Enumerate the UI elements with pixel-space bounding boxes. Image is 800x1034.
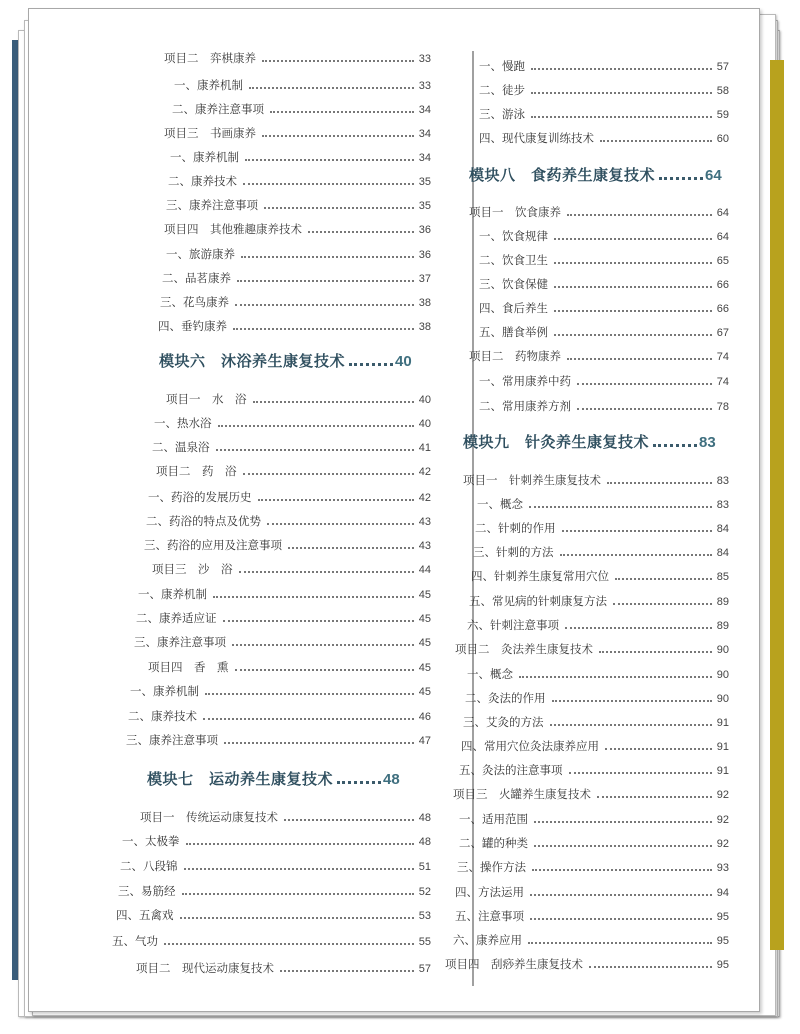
- toc-item-title: 六、针刺注意事项: [467, 618, 559, 632]
- toc-page-number: 60: [716, 133, 729, 145]
- toc-page-number: 45: [418, 686, 431, 698]
- toc-item-line: [118, 884, 431, 899]
- toc-dot-leader: [249, 87, 414, 89]
- toc-item-title: 一、常用康养中药: [479, 374, 571, 388]
- toc-dot-leader: [218, 425, 414, 427]
- toc-page-number: 85: [716, 571, 729, 583]
- toc-dot-leader: [232, 644, 414, 646]
- toc-item-line: [479, 399, 729, 414]
- toc-page-number: 64: [716, 231, 729, 243]
- toc-item-title: 一、旅游康养: [166, 247, 235, 261]
- toc-dot-leader: [182, 893, 414, 895]
- toc-dot-leader: [552, 700, 712, 702]
- toc-item-title: 一、饮食规律: [479, 229, 548, 243]
- toc-module-line: [147, 769, 431, 790]
- toc-page-number: 84: [716, 547, 729, 559]
- toc-page-number: 45: [418, 637, 431, 649]
- toc-dot-leader: [239, 571, 414, 573]
- toc-item-title: 四、食后养生: [479, 301, 548, 315]
- toc-item-line: [465, 691, 729, 706]
- toc-dot-leader: [233, 328, 414, 330]
- toc-item-line: [138, 587, 431, 602]
- toc-project-title: 项目一 饮食康养: [469, 205, 561, 219]
- toc-item-title: 四、针刺养生康复常用穴位: [471, 569, 609, 583]
- toc-item-title: 四、常用穴位灸法康养应用: [461, 739, 599, 753]
- toc-item-line: [136, 611, 431, 626]
- toc-item-title: 一、概念: [467, 667, 513, 681]
- toc-dot-leader: [560, 554, 712, 556]
- toc-item-title: 二、康养适应证: [136, 611, 217, 625]
- toc-page-number: 92: [716, 838, 729, 850]
- toc-item-line: [134, 635, 431, 650]
- toc-dot-leader: [653, 444, 697, 447]
- toc-item-title: 一、慢跑: [479, 59, 525, 73]
- toc-dot-leader: [567, 358, 712, 360]
- toc-page-number: 48: [383, 771, 400, 788]
- toc-dot-leader: [186, 843, 414, 845]
- toc-item-title: 二、康养技术: [128, 709, 197, 723]
- toc-item-line: [479, 277, 729, 292]
- page-stack-edge-right: [770, 60, 784, 950]
- toc-page-number: 40: [418, 394, 431, 406]
- toc-item-line: [453, 933, 729, 948]
- toc-project-line: [148, 660, 431, 675]
- toc-page-number: 90: [716, 644, 729, 656]
- toc-page-number: 36: [418, 224, 431, 236]
- toc-page-number: 38: [418, 297, 431, 309]
- toc-project-title: 项目二 弈棋康养: [164, 51, 256, 65]
- toc-page-number: 57: [418, 963, 431, 975]
- toc-dot-leader: [235, 669, 414, 671]
- toc-page-number: 94: [716, 887, 729, 899]
- toc-page-number: 66: [716, 279, 729, 291]
- toc-dot-leader: [253, 401, 414, 403]
- toc-item-line: [160, 295, 431, 310]
- toc-dot-leader: [554, 238, 712, 240]
- toc-module-line: [159, 351, 431, 372]
- toc-item-line: [172, 102, 431, 117]
- toc-dot-leader: [607, 482, 712, 484]
- toc-item-line: [158, 319, 431, 334]
- toc-item-title: 二、康养注意事项: [172, 102, 264, 116]
- toc-page-number: 45: [418, 662, 431, 674]
- toc-item-line: [479, 301, 729, 316]
- toc-item-title: 五、灸法的注意事项: [459, 763, 563, 777]
- toc-page-number: 41: [418, 442, 431, 454]
- toc-page-number: 42: [418, 466, 431, 478]
- toc-module-title: 模块七 运动养生康复技术: [147, 770, 334, 788]
- toc-dot-leader: [577, 383, 712, 385]
- toc-dot-leader: [562, 530, 712, 532]
- toc-page-number: 92: [716, 814, 729, 826]
- toc-item-line: [166, 247, 431, 262]
- toc-item-title: 三、康养注意事项: [134, 635, 226, 649]
- toc-page-number: 45: [418, 613, 431, 625]
- toc-page-number: 64: [716, 207, 729, 219]
- toc-item-title: 四、垂钓康养: [158, 319, 227, 333]
- toc-item-line: [479, 253, 729, 268]
- toc-page-number: 52: [418, 886, 431, 898]
- toc-module-line: [469, 165, 729, 186]
- toc-page-number: 48: [418, 812, 431, 824]
- toc-item-title: 三、康养注意事项: [166, 198, 258, 212]
- toc-module-title: 模块九 针灸养生康复技术: [463, 433, 650, 451]
- toc-item-title: 一、药浴的发展历史: [148, 490, 252, 504]
- toc-item-title: 三、针刺的方法: [473, 545, 554, 559]
- toc-page-number: 34: [418, 152, 431, 164]
- toc-dot-leader: [203, 718, 414, 720]
- toc-dot-leader: [241, 256, 414, 258]
- toc-item-title: 二、灸法的作用: [465, 691, 546, 705]
- toc-item-line: [479, 83, 729, 98]
- toc-item-title: 二、饮食卫生: [479, 253, 548, 267]
- toc-project-line: [152, 562, 431, 577]
- toc-dot-leader: [349, 363, 393, 366]
- toc-project-title: 项目三 书画康养: [164, 126, 256, 140]
- toc-dot-leader: [554, 310, 712, 312]
- toc-project-line: [469, 205, 729, 220]
- toc-page-number: 83: [716, 499, 729, 511]
- toc-item-title: 六、康养应用: [453, 933, 522, 947]
- toc-item-line: [479, 107, 729, 122]
- toc-item-title: 四、现代康复训练技术: [479, 131, 594, 145]
- toc-dot-leader: [245, 159, 414, 161]
- toc-item-line: [479, 374, 729, 389]
- toc-page-number: 74: [716, 376, 729, 388]
- toc-item-line: [126, 733, 431, 748]
- toc-page-number: 33: [418, 53, 431, 65]
- toc-item-line: [471, 569, 729, 584]
- toc-page-number: 92: [716, 789, 729, 801]
- toc-item-line: [455, 909, 729, 924]
- toc-page-number: 33: [418, 80, 431, 92]
- toc-module-line: [463, 432, 729, 453]
- toc-item-title: 二、罐的种类: [459, 836, 528, 850]
- toc-page-number: 57: [716, 61, 729, 73]
- toc-dot-leader: [264, 207, 414, 209]
- toc-item-title: 二、康养技术: [168, 174, 237, 188]
- toc-dot-leader: [599, 651, 712, 653]
- toc-page-number: 64: [705, 167, 722, 184]
- toc-item-line: [459, 812, 729, 827]
- toc-dot-leader: [532, 869, 712, 871]
- toc-dot-leader: [550, 724, 712, 726]
- toc-project-line: [140, 810, 431, 825]
- toc-item-title: 一、适用范围: [459, 812, 528, 826]
- toc-item-line: [116, 908, 431, 923]
- toc-project-line: [164, 126, 431, 141]
- toc-dot-leader: [308, 231, 414, 233]
- toc-dot-leader: [530, 918, 712, 920]
- toc-item-line: [120, 859, 431, 874]
- toc-page-number: 66: [716, 303, 729, 315]
- toc-dot-leader: [554, 286, 712, 288]
- toc-page-number: 84: [716, 523, 729, 535]
- toc-project-line: [463, 473, 729, 488]
- toc-page-number: 40: [418, 418, 431, 430]
- toc-page-number: 90: [716, 693, 729, 705]
- toc-page-number: 35: [418, 176, 431, 188]
- toc-dot-leader: [613, 603, 712, 605]
- toc-item-title: 四、五禽戏: [116, 908, 174, 922]
- toc-item-title: 二、品茗康养: [162, 271, 231, 285]
- toc-item-title: 二、针刺的作用: [475, 521, 556, 535]
- toc-dot-leader: [554, 334, 712, 336]
- toc-dot-leader: [565, 627, 712, 629]
- toc-project-title: 项目二 药 浴: [156, 464, 237, 478]
- toc-page-number: 90: [716, 669, 729, 681]
- toc-page-number: 45: [418, 589, 431, 601]
- toc-dot-leader: [567, 214, 712, 216]
- toc-item-line: [457, 860, 729, 875]
- toc-page-number: 59: [716, 109, 729, 121]
- toc-dot-leader: [519, 676, 712, 678]
- toc-item-title: 一、康养机制: [174, 78, 243, 92]
- toc-page-number: 34: [418, 128, 431, 140]
- toc-page-number: 35: [418, 200, 431, 212]
- toc-project-line: [445, 957, 729, 972]
- toc-project-title: 项目一 水 浴: [166, 392, 247, 406]
- toc-dot-leader: [659, 177, 703, 180]
- toc-item-line: [479, 59, 729, 74]
- toc-item-line: [162, 271, 431, 286]
- toc-project-title: 项目一 传统运动康复技术: [140, 810, 278, 824]
- toc-item-title: 三、易筋经: [118, 884, 176, 898]
- toc-project-title: 项目二 现代运动康复技术: [136, 961, 274, 975]
- toc-page-number: 93: [716, 862, 729, 874]
- toc-project-line: [164, 51, 431, 66]
- toc-item-line: [130, 684, 431, 699]
- toc-dot-leader: [164, 943, 414, 945]
- toc-page-number: 65: [716, 255, 729, 267]
- toc-project-title: 项目一 针刺养生康复技术: [463, 473, 601, 487]
- toc-page-number: 89: [716, 620, 729, 632]
- toc-dot-leader: [288, 547, 414, 549]
- toc-page-number: 37: [418, 273, 431, 285]
- toc-project-line: [166, 392, 431, 407]
- toc-project-title: 项目三 火罐养生康复技术: [453, 787, 591, 801]
- toc-item-line: [479, 131, 729, 146]
- toc-dot-leader: [243, 473, 414, 475]
- toc-item-line: [461, 739, 729, 754]
- toc-item-title: 三、康养注意事项: [126, 733, 218, 747]
- toc-item-title: 三、花鸟康养: [160, 295, 229, 309]
- toc-item-title: 三、艾灸的方法: [463, 715, 544, 729]
- toc-item-title: 一、康养机制: [130, 684, 199, 698]
- toc-item-title: 二、八段锦: [120, 859, 178, 873]
- toc-item-title: 一、热水浴: [154, 416, 212, 430]
- toc-page-number: 91: [716, 741, 729, 753]
- toc-item-title: 五、膳食举例: [479, 325, 548, 339]
- toc-item-line: [477, 497, 729, 512]
- toc-dot-leader: [262, 135, 414, 137]
- toc-dot-leader: [554, 262, 712, 264]
- toc-dot-leader: [605, 748, 712, 750]
- toc-dot-leader: [534, 845, 712, 847]
- toc-dot-leader: [258, 499, 414, 501]
- toc-page-number: 89: [716, 596, 729, 608]
- toc-project-title: 项目四 其他雅趣康养技术: [164, 222, 302, 236]
- toc-dot-leader: [284, 819, 414, 821]
- toc-page-number: 78: [716, 401, 729, 413]
- toc-page-number: 43: [418, 540, 431, 552]
- toc-item-title: 一、康养机制: [138, 587, 207, 601]
- toc-page-number: 38: [418, 321, 431, 333]
- toc-item-line: [152, 440, 431, 455]
- toc-item-line: [148, 490, 431, 505]
- toc-item-title: 三、游泳: [479, 107, 525, 121]
- toc-item-title: 三、饮食保健: [479, 277, 548, 291]
- toc-dot-leader: [184, 868, 414, 870]
- toc-item-line: [479, 229, 729, 244]
- toc-page-number: 48: [418, 836, 431, 848]
- toc-dot-leader: [224, 742, 414, 744]
- toc-item-title: 五、气功: [112, 934, 158, 948]
- toc-item-line: [455, 885, 729, 900]
- toc-item-line: [170, 150, 431, 165]
- toc-dot-leader: [569, 772, 712, 774]
- toc-item-title: 二、常用康养方剂: [479, 399, 571, 413]
- toc-project-line: [164, 222, 431, 237]
- toc-page-number: 55: [418, 936, 431, 948]
- toc-dot-leader: [270, 111, 414, 113]
- toc-page-number: 74: [716, 351, 729, 363]
- toc-item-line: [473, 545, 729, 560]
- toc-item-title: 二、温泉浴: [152, 440, 210, 454]
- toc-page-number: 44: [418, 564, 431, 576]
- toc-item-title: 三、操作方法: [457, 860, 526, 874]
- toc-item-line: [146, 514, 431, 529]
- toc-item-line: [459, 763, 729, 778]
- toc-dot-leader: [243, 183, 414, 185]
- toc-item-line: [467, 618, 729, 633]
- toc-page-number: 36: [418, 249, 431, 261]
- toc-module-title: 模块六 沐浴养生康复技术: [159, 352, 346, 370]
- toc-item-line: [154, 416, 431, 431]
- toc-item-title: 三、药浴的应用及注意事项: [144, 538, 282, 552]
- toc-project-title: 项目二 药物康养: [469, 349, 561, 363]
- toc-dot-leader: [205, 693, 414, 695]
- toc-item-title: 四、方法运用: [455, 885, 524, 899]
- toc-dot-leader: [597, 796, 712, 798]
- toc-page-number: 91: [716, 717, 729, 729]
- toc-dot-leader: [531, 92, 712, 94]
- toc-item-line: [467, 667, 729, 682]
- toc-dot-leader: [337, 781, 381, 784]
- toc-dot-leader: [534, 821, 712, 823]
- toc-page-number: 58: [716, 85, 729, 97]
- toc-dot-leader: [600, 140, 712, 142]
- toc-item-line: [174, 78, 431, 93]
- toc-item-line: [112, 934, 431, 949]
- toc-dot-leader: [589, 966, 712, 968]
- toc-project-line: [453, 787, 729, 802]
- toc-item-title: 五、注意事项: [455, 909, 524, 923]
- toc-item-line: [459, 836, 729, 851]
- toc-page-number: 47: [418, 735, 431, 747]
- toc-page-number: 83: [699, 434, 716, 451]
- toc-project-line: [469, 349, 729, 364]
- toc-dot-leader: [531, 116, 712, 118]
- toc-page-number: 95: [716, 935, 729, 947]
- toc-dot-leader: [577, 408, 712, 410]
- toc-page-number: 46: [418, 711, 431, 723]
- toc-dot-leader: [530, 894, 712, 896]
- toc-item-title: 五、常见病的针刺康复方法: [469, 594, 607, 608]
- toc-item-line: [144, 538, 431, 553]
- toc-project-title: 项目二 灸法养生康复技术: [455, 642, 593, 656]
- toc-item-title: 二、徒步: [479, 83, 525, 97]
- toc-dot-leader: [223, 620, 414, 622]
- toc-dot-leader: [267, 523, 414, 525]
- toc-item-line: [168, 174, 431, 189]
- toc-dot-leader: [528, 942, 712, 944]
- toc-page-number: 67: [716, 327, 729, 339]
- toc-project-line: [136, 961, 431, 976]
- toc-project-title: 项目三 沙 浴: [152, 562, 233, 576]
- toc-module-title: 模块八 食药养生康复技术: [469, 166, 656, 184]
- toc-project-title: 项目四 刮痧养生康复技术: [445, 957, 583, 971]
- toc-item-line: [122, 834, 431, 849]
- toc-item-title: 一、康养机制: [170, 150, 239, 164]
- toc-item-line: [469, 594, 729, 609]
- toc-dot-leader: [615, 578, 712, 580]
- toc-page-number: 51: [418, 861, 431, 873]
- toc-item-line: [128, 709, 431, 724]
- toc-page: [28, 8, 760, 1012]
- toc-page-number: 95: [716, 959, 729, 971]
- toc-item-line: [166, 198, 431, 213]
- toc-item-title: 一、太极拳: [122, 834, 180, 848]
- toc-item-line: [479, 325, 729, 340]
- toc-page-number: 95: [716, 911, 729, 923]
- toc-item-line: [475, 521, 729, 536]
- toc-dot-leader: [529, 506, 712, 508]
- toc-page-number: 43: [418, 516, 431, 528]
- toc-project-title: 项目四 香 熏: [148, 660, 229, 674]
- toc-dot-leader: [531, 68, 712, 70]
- toc-page-number: 42: [418, 492, 431, 504]
- toc-item-title: 一、概念: [477, 497, 523, 511]
- toc-item-line: [463, 715, 729, 730]
- toc-page-number: 83: [716, 475, 729, 487]
- toc-page-number: 53: [418, 910, 431, 922]
- toc-project-line: [455, 642, 729, 657]
- toc-dot-leader: [213, 596, 414, 598]
- toc-item-title: 二、药浴的特点及优势: [146, 514, 261, 528]
- toc-dot-leader: [180, 917, 414, 919]
- toc-project-line: [156, 464, 431, 479]
- toc-page-number: 40: [395, 353, 412, 370]
- toc-dot-leader: [237, 280, 414, 282]
- toc-dot-leader: [235, 304, 414, 306]
- toc-page-number: 34: [418, 104, 431, 116]
- toc-dot-leader: [216, 449, 414, 451]
- toc-page-number: 91: [716, 765, 729, 777]
- toc-dot-leader: [262, 60, 414, 62]
- toc-dot-leader: [280, 970, 414, 972]
